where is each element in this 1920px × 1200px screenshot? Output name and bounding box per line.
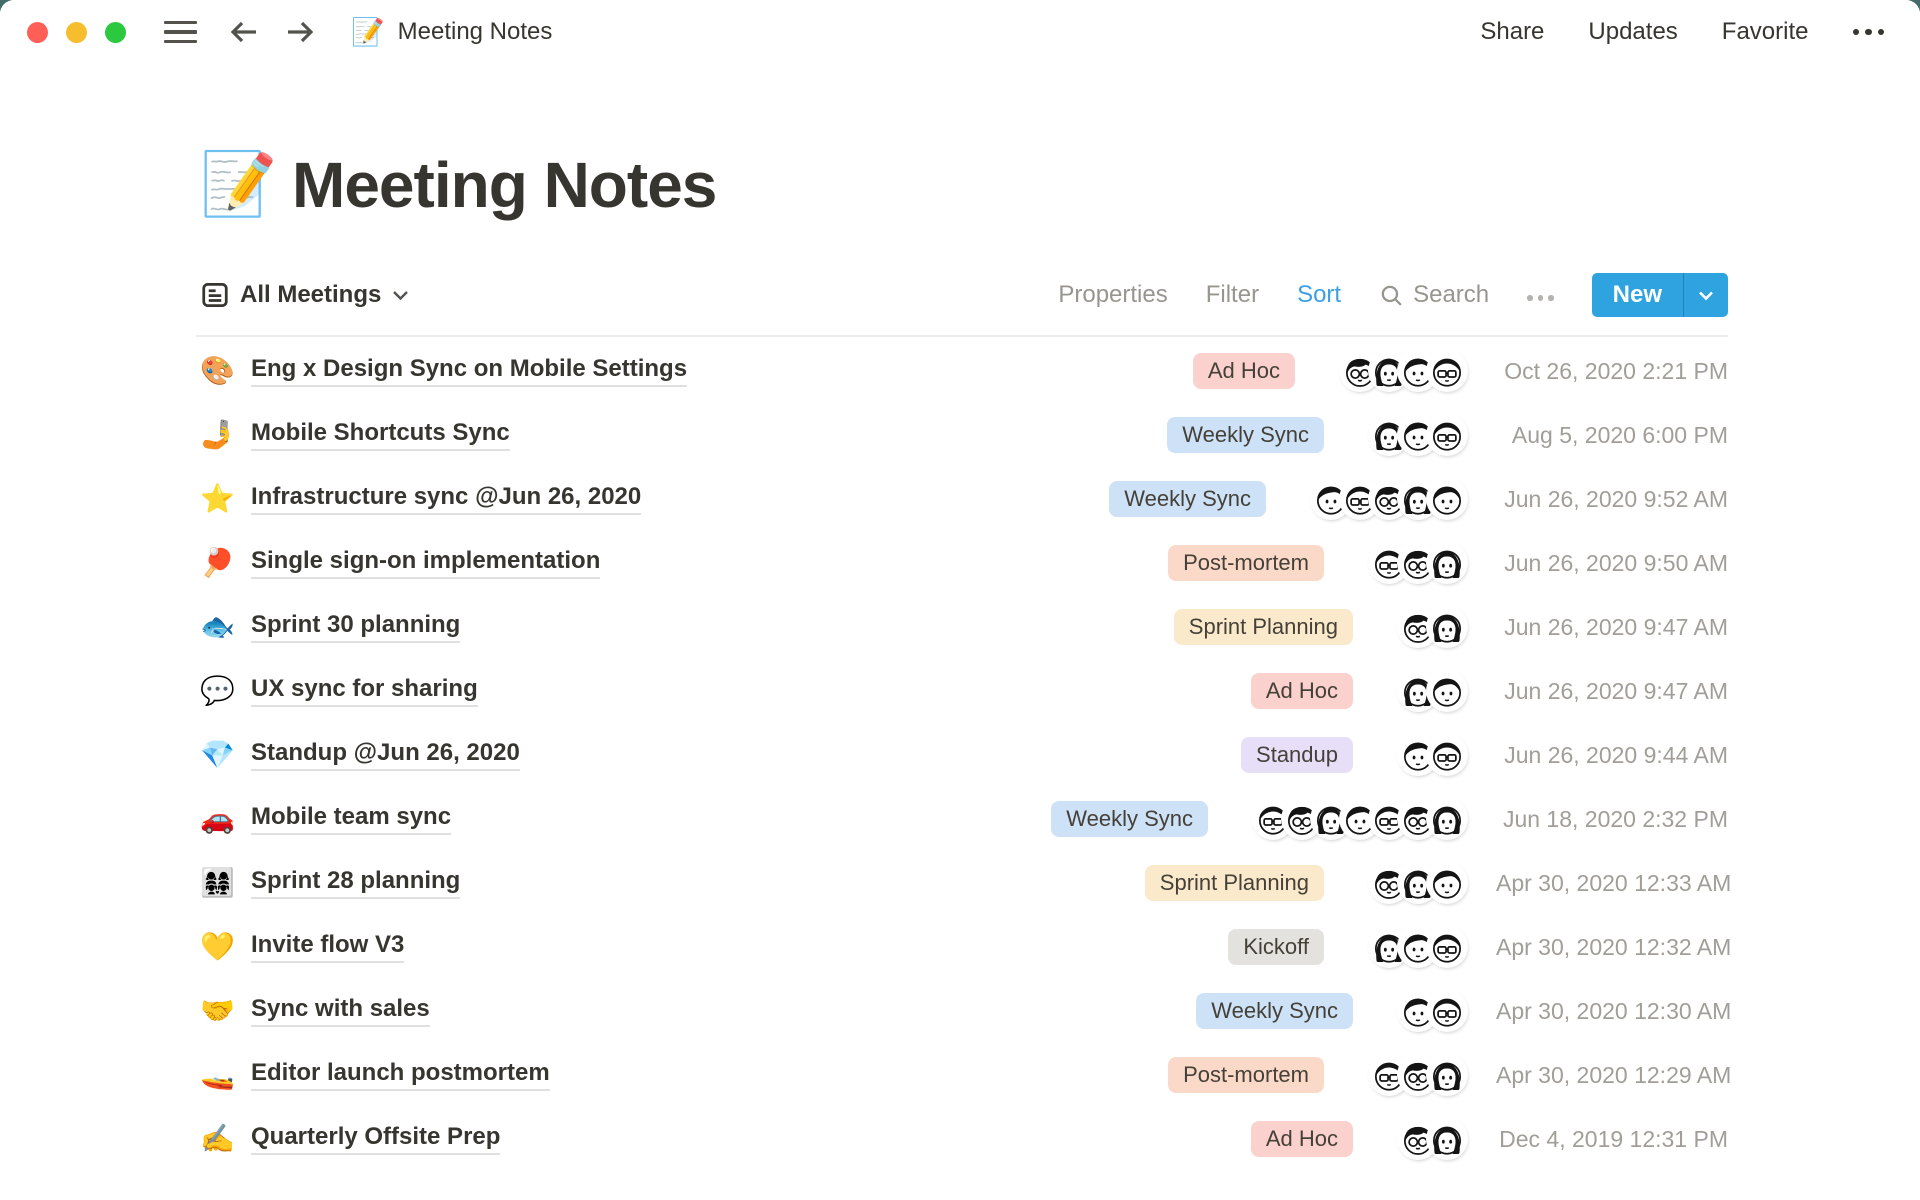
meeting-row[interactable]: [200, 339, 1728, 403]
avatar: [1428, 672, 1466, 710]
more-options-icon[interactable]: [1853, 29, 1885, 36]
meeting-row[interactable]: [200, 531, 1728, 595]
meeting-row[interactable]: [200, 595, 1728, 659]
sidebar-menu-icon[interactable]: [164, 21, 197, 44]
page-header: [200, 148, 1920, 222]
car-emoji: 🚗: [200, 803, 235, 834]
ping-pong-emoji: 🏓: [200, 547, 235, 578]
participant-avatars: [1370, 1056, 1466, 1094]
yellow-heart-emoji: 💛: [200, 931, 235, 962]
new-button[interactable]: New: [1612, 281, 1662, 308]
meeting-title-link[interactable]: Standup @Jun 26, 2020: [251, 739, 520, 771]
updates-button[interactable]: Updates: [1588, 18, 1678, 45]
back-icon[interactable]: [227, 17, 261, 47]
sort-button[interactable]: Sort: [1297, 281, 1342, 308]
avatar: [1428, 736, 1466, 774]
meeting-row[interactable]: [200, 1043, 1732, 1107]
meeting-row[interactable]: [200, 467, 1728, 531]
meeting-row[interactable]: [200, 403, 1728, 467]
avatar: [1428, 416, 1466, 454]
meeting-row[interactable]: [200, 1107, 1728, 1171]
gem-emoji: 💎: [200, 739, 235, 770]
meeting-title-link[interactable]: Single sign-on implementation: [251, 547, 600, 579]
meeting-type-tag: Weekly Sync: [1196, 993, 1353, 1029]
search-label: Search: [1413, 281, 1490, 308]
minimize-button[interactable]: [66, 22, 87, 43]
meeting-title-link[interactable]: Sprint 28 planning: [251, 867, 460, 899]
avatar: [1428, 928, 1466, 966]
meeting-type-tag: Ad Hoc: [1251, 673, 1353, 709]
speech-balloon-emoji: 💬: [200, 675, 235, 706]
avatar: [1428, 992, 1466, 1030]
participant-avatars: [1370, 928, 1466, 966]
meeting-row[interactable]: [200, 979, 1732, 1043]
view-more-icon[interactable]: [1527, 289, 1554, 301]
meeting-type-tag: Standup: [1241, 737, 1353, 773]
meeting-type-tag: Ad Hoc: [1193, 353, 1295, 389]
meeting-title-link[interactable]: Editor launch postmortem: [251, 1059, 550, 1091]
meeting-date: Apr 30, 2020 12:32 AM: [1496, 933, 1732, 960]
avatar: [1428, 608, 1466, 646]
participant-avatars: [1399, 672, 1466, 710]
meeting-date: Jun 26, 2020 9:44 AM: [1504, 741, 1728, 768]
properties-button[interactable]: Properties: [1058, 281, 1168, 308]
participant-avatars: [1312, 480, 1466, 518]
meeting-title-link[interactable]: Eng x Design Sync on Mobile Settings: [251, 355, 687, 387]
family-emoji: 👩‍👩‍👧‍👧: [200, 867, 235, 898]
participant-avatars: [1399, 608, 1466, 646]
meeting-type-tag: Post-mortem: [1168, 545, 1324, 581]
meeting-type-tag: Ad Hoc: [1251, 1121, 1353, 1157]
meeting-title-link[interactable]: Mobile team sync: [251, 803, 451, 835]
avatar: [1428, 480, 1466, 518]
filter-button[interactable]: Filter: [1205, 281, 1260, 308]
window-titlebar: [0, 0, 1920, 64]
meeting-type-tag: Weekly Sync: [1051, 801, 1208, 837]
meeting-title-link[interactable]: Invite flow V3: [251, 931, 404, 963]
participant-avatars: [1341, 352, 1466, 390]
meeting-date: Apr 30, 2020 12:33 AM: [1496, 869, 1732, 896]
page-title: Meeting Notes: [292, 149, 717, 221]
meeting-date: Jun 18, 2020 2:32 PM: [1502, 805, 1728, 832]
participant-avatars: [1370, 864, 1466, 902]
view-name: All Meetings: [240, 281, 382, 308]
meeting-title-link[interactable]: Mobile Shortcuts Sync: [251, 419, 510, 451]
search-button[interactable]: [1379, 281, 1489, 309]
avatar: [1428, 1056, 1466, 1094]
meeting-row[interactable]: [200, 723, 1728, 787]
selfie-emoji: 🤳: [200, 419, 235, 450]
avatar: [1428, 800, 1466, 838]
avatar: [1428, 544, 1466, 582]
palette-emoji: 🎨: [200, 355, 235, 386]
view-switcher-all-meetings[interactable]: [200, 280, 410, 310]
new-dropdown-button[interactable]: [1683, 273, 1728, 317]
fullscreen-button[interactable]: [105, 22, 126, 43]
participant-avatars: [1399, 1120, 1466, 1158]
participant-avatars: [1370, 544, 1466, 582]
meeting-title-link[interactable]: Sprint 30 planning: [251, 611, 460, 643]
share-button[interactable]: Share: [1480, 18, 1545, 45]
participant-avatars: [1399, 736, 1466, 774]
meeting-date: Jun 26, 2020 9:52 AM: [1504, 485, 1728, 512]
meeting-type-tag: Weekly Sync: [1167, 417, 1324, 453]
meeting-row[interactable]: [200, 915, 1732, 979]
toolbar-divider: [196, 335, 1728, 337]
meeting-title-link[interactable]: Quarterly Offsite Prep: [251, 1123, 500, 1155]
chevron-down-icon: [391, 288, 410, 302]
participant-avatars: [1399, 992, 1466, 1030]
meeting-date: Dec 4, 2019 12:31 PM: [1499, 1125, 1728, 1152]
avatar: [1428, 864, 1466, 902]
meeting-type-tag: Sprint Planning: [1174, 609, 1353, 645]
breadcrumb-title: Meeting Notes: [397, 18, 553, 45]
avatar: [1428, 1120, 1466, 1158]
meeting-type-tag: Post-mortem: [1168, 1057, 1324, 1093]
meeting-type-tag: Kickoff: [1228, 929, 1324, 965]
meeting-row[interactable]: [200, 851, 1732, 915]
star-emoji: ⭐: [200, 483, 235, 514]
meeting-title-link[interactable]: Infrastructure sync @Jun 26, 2020: [251, 483, 641, 515]
handshake-emoji: 🤝: [200, 995, 235, 1026]
view-toolbar: [200, 272, 1728, 318]
meeting-date: Oct 26, 2020 2:21 PM: [1504, 357, 1728, 384]
avatar: [1428, 352, 1466, 390]
page-emoji-small: 📝: [351, 16, 385, 47]
chevron-down-icon: [1697, 289, 1715, 302]
meeting-title-link[interactable]: Sync with sales: [251, 995, 430, 1027]
meeting-date: Jun 26, 2020 9:47 AM: [1504, 613, 1728, 640]
meeting-date: Apr 30, 2020 12:29 AM: [1496, 1061, 1732, 1088]
meeting-date: Apr 30, 2020 12:30 AM: [1496, 997, 1732, 1024]
list-view-icon: [200, 280, 230, 310]
meeting-date: Aug 5, 2020 6:00 PM: [1511, 421, 1728, 448]
meeting-date: Jun 26, 2020 9:47 AM: [1504, 677, 1728, 704]
search-icon: [1379, 283, 1404, 308]
speedboat-emoji: 🚤: [200, 1059, 235, 1090]
favorite-button[interactable]: Favorite: [1721, 18, 1809, 45]
meeting-row[interactable]: [200, 787, 1728, 851]
page-emoji[interactable]: 📝: [200, 150, 278, 219]
close-button[interactable]: [27, 22, 48, 43]
window-controls: [27, 22, 126, 43]
writing-hand-emoji: ✍️: [200, 1123, 235, 1154]
forward-icon[interactable]: [283, 17, 317, 47]
meeting-list: [200, 339, 1732, 1171]
meeting-date: Jun 26, 2020 9:50 AM: [1504, 549, 1728, 576]
new-button-group: [1592, 273, 1728, 317]
meeting-title-link[interactable]: UX sync for sharing: [251, 675, 478, 707]
participant-avatars: [1254, 800, 1466, 838]
meeting-row[interactable]: [200, 659, 1728, 723]
meeting-type-tag: Weekly Sync: [1109, 481, 1266, 517]
meeting-type-tag: Sprint Planning: [1145, 865, 1324, 901]
participant-avatars: [1370, 416, 1466, 454]
fish-emoji: 🐟: [200, 611, 235, 642]
